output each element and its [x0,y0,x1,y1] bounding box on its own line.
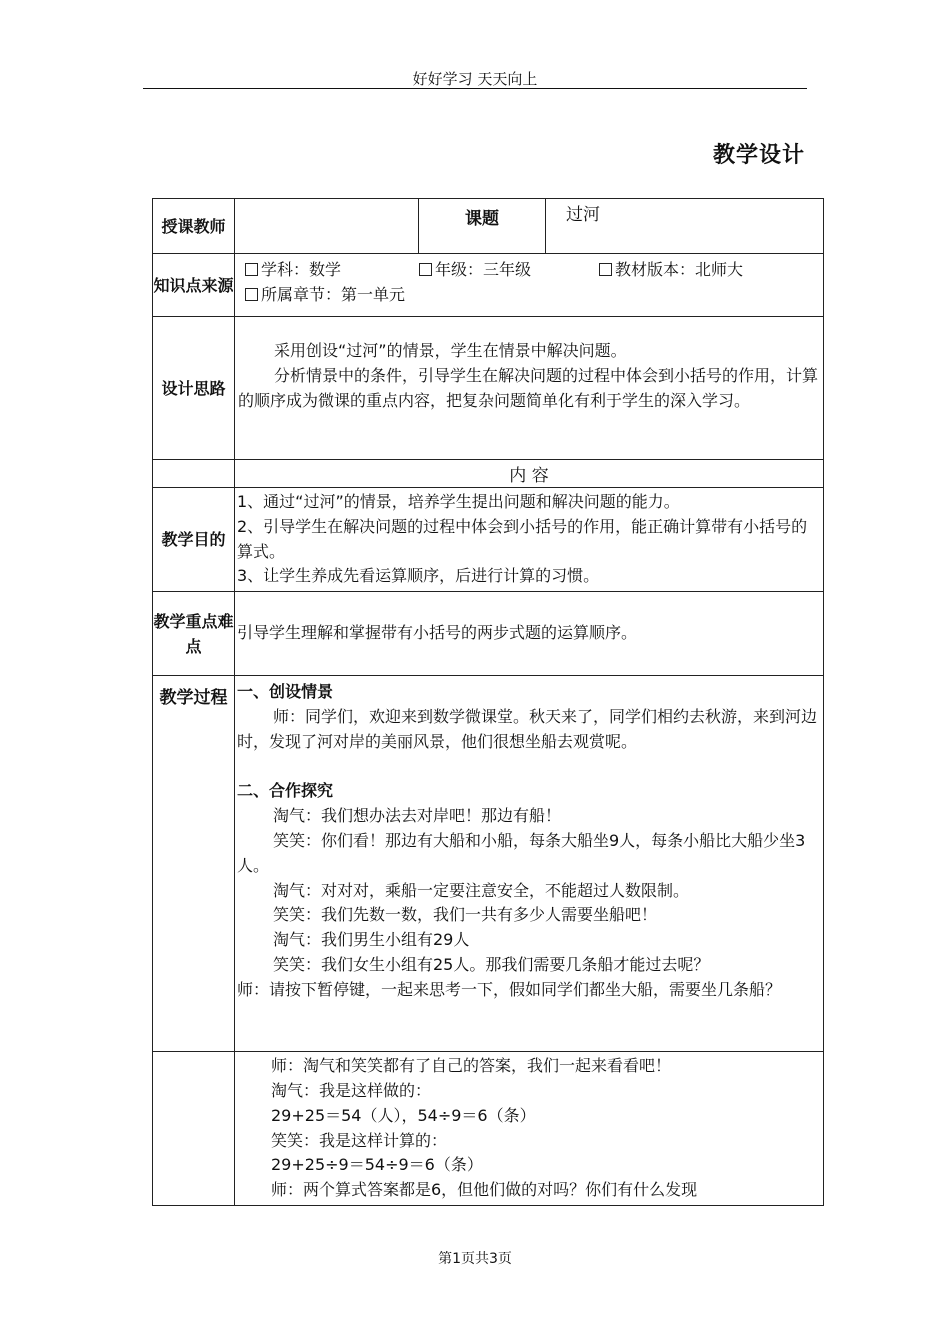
subject-field: 学科：数学 [245,258,341,283]
continuation-line: 师：两个算式答案都是6，但他们做的对吗？你们有什么发现 [271,1180,698,1200]
source-content [235,254,824,317]
dialogue-line: 笑笑：我们女生小组有25人。那我们需要几条船才能过去呢？ [273,954,710,974]
dialogue-line: 笑笑：我们先数一数，我们一共有多少人需要坐船吧！ [273,905,658,925]
formula-line: 29+25＝54（人），54÷9＝6（条） [271,1105,536,1125]
key-points-row [153,592,824,676]
teacher-prompt: 师：请按下暂停键，一起来思考一下，假如同学们都坐大船，需要坐几条船？ [237,979,782,999]
design-paragraph: 分析情景中的条件，引导学生在解决问题的过程中体会到小括号的作用，计算的顺序成为微课的重点内容，把复杂问题简单化有利于学生的深入学习。 [238,365,819,410]
teacher-value [235,199,419,254]
design-label: 设计思路 [153,317,235,460]
continuation-line: 淘气：我是这样做的： [271,1080,432,1100]
checkbox-icon [599,263,612,276]
edition-field: 教材版本：北师大 [599,258,743,283]
section-title: 二、合作探究 [237,781,334,801]
checkbox-icon [245,263,258,276]
key-points-text: 引导学生理解和掌握带有小括号的两步式题的运算顺序。 [237,623,638,643]
checkbox-icon [419,263,432,276]
goal-item: 2、引导学生在解决问题的过程中体会到小括号的作用，能正确计算带有小括号的算式。 [237,516,808,561]
source-row [153,254,824,317]
continuation-line: 笑笑：我是这样计算的： [271,1130,448,1150]
section-text: 师：同学们，欢迎来到数学微课堂。秋天来了，同学们相约去秋游，来到河边时，发现了河对岸的美丽风景，他们很想坐船去观赏呢。 [237,706,818,751]
page-footer: 第1页共3页 [438,1251,512,1267]
source-label: 知识点来源 [153,254,235,317]
content-header-row [153,460,824,488]
process-label: 教学过程 [153,676,235,1052]
page-header: 好好学习 天天向上 [412,70,538,88]
dialogue-line: 笑笑：你们看！那边有大船和小船，每条大船坐9人，每条小船比大船少坐3人。 [237,830,806,875]
goals-row [153,488,824,592]
content-header: 内 容 [235,460,824,488]
key-points-label: 教学重点难点 [153,592,235,676]
dialogue-line: 淘气：对对对，乘船一定要注意安全，不能超过人数限制。 [273,880,690,900]
design-paragraph: 采用创设“过河”的情景，学生在情景中解决问题。 [274,341,627,360]
document-title: 教学设计 [712,143,805,168]
design-content [235,317,824,460]
dialogue-line: 淘气：我们想办法去对岸吧！那边有船！ [273,806,562,826]
header-divider [143,88,807,89]
design-row [153,317,824,460]
topic-label-cell [419,199,546,254]
topic-label: 课题 [465,209,499,229]
goal-item: 1、通过“过河”的情景，培养学生提出问题和解决问题的能力。 [237,492,680,511]
grade-field: 年级：三年级 [419,258,531,283]
dialogue-line: 淘气：我们男生小组有29人 [273,930,470,950]
teacher-row [153,199,824,254]
chapter-field: 所属章节：第一单元 [245,283,820,308]
formula-line: 29+25÷9＝54÷9＝6（条） [271,1155,483,1175]
continuation-row [153,1052,824,1206]
topic-value: 过河 [566,205,600,225]
process-content [235,676,824,1052]
checkbox-icon [245,288,258,301]
goals-label: 教学目的 [153,488,235,592]
section-title: 一、创设情景 [237,682,334,702]
continuation-line: 师：淘气和笑笑都有了自己的答案，我们一起来看看吧！ [271,1056,672,1076]
goals-content [235,488,824,592]
key-points-content [235,592,824,676]
topic-value-cell [546,199,824,254]
teacher-label: 授课教师 [153,199,235,254]
lesson-plan-table [152,198,824,1206]
continuation-content [235,1052,824,1206]
goal-item: 3、让学生养成先看运算顺序，后进行计算的习惯。 [237,566,600,586]
process-row [153,676,824,1052]
